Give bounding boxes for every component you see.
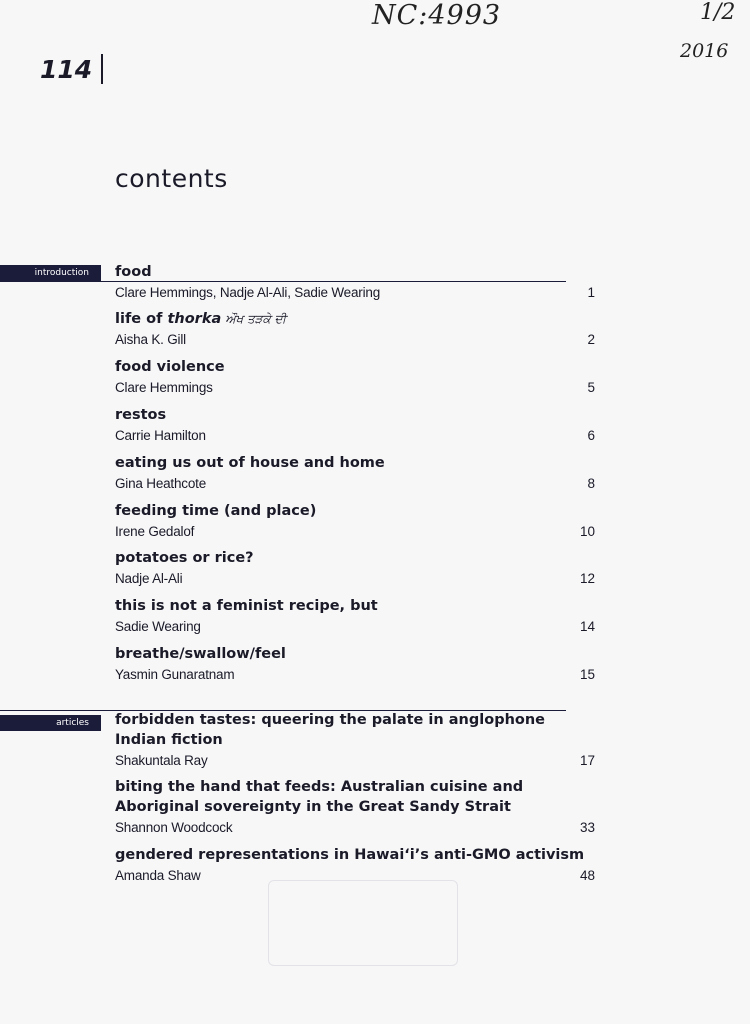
entry-author: Clare Hemmings bbox=[115, 380, 213, 395]
entry-title: forbidden tastes: queering the palate in anglophone Indian fiction bbox=[115, 712, 546, 748]
toc-entry[interactable] bbox=[115, 548, 595, 590]
entry-author: Sadie Wearing bbox=[115, 619, 201, 634]
entry-page: 6 bbox=[587, 428, 595, 443]
entry-author: Irene Gedalof bbox=[115, 524, 195, 539]
entry-author: Amanda Shaw bbox=[115, 868, 201, 883]
entry-page: 1 bbox=[587, 285, 595, 300]
toc-entry[interactable] bbox=[115, 357, 595, 399]
entry-page: 12 bbox=[579, 571, 595, 586]
entry-author: Shakuntala Ray bbox=[115, 753, 208, 768]
section-tab-articles: articles bbox=[0, 715, 101, 731]
issue-divider bbox=[101, 54, 103, 84]
entry-title: biting the hand that feeds: Australian cuisine and Aboriginal sovereignty in the Great Sandy Strait bbox=[115, 779, 524, 815]
entry-title-italic: thorka bbox=[167, 311, 222, 327]
entry-title: life of thorka ਔਖ ਤੜਕੇ ਦੀ bbox=[115, 311, 287, 327]
entry-page: 14 bbox=[579, 619, 595, 634]
entry-author: Carrie Hamilton bbox=[115, 428, 206, 443]
toc-entry[interactable] bbox=[115, 405, 595, 447]
entry-page: 17 bbox=[579, 753, 595, 768]
entry-title: breathe/swallow/feel bbox=[115, 646, 286, 662]
entry-page: 33 bbox=[579, 820, 595, 835]
entry-title: eating us out of house and home bbox=[115, 455, 385, 471]
entry-author: Shannon Woodcock bbox=[115, 820, 233, 835]
entry-title: gendered representations in Hawai‘i’s anti-GMO activism bbox=[115, 847, 585, 863]
entry-page: 48 bbox=[579, 868, 595, 883]
toc-entry[interactable] bbox=[115, 453, 595, 495]
entry-page: 8 bbox=[587, 476, 595, 491]
entry-title: food violence bbox=[115, 359, 225, 375]
show-through-fsc-logo bbox=[268, 880, 458, 966]
handwritten-year: 2016 bbox=[680, 40, 729, 62]
handwritten-fraction: 1/2 bbox=[700, 0, 736, 25]
entry-author: Gina Heathcote bbox=[115, 476, 207, 491]
handwritten-catalog-code: NC:4993 bbox=[372, 0, 502, 31]
toc-entry[interactable] bbox=[115, 710, 595, 772]
entry-title: feeding time (and place) bbox=[115, 503, 317, 519]
entry-page: 5 bbox=[587, 380, 595, 395]
toc-entry[interactable] bbox=[115, 777, 595, 839]
entry-title: food bbox=[115, 264, 152, 280]
entry-title-gurmukhi: ਔਖ ਤੜਕੇ ਦੀ bbox=[225, 312, 287, 326]
entry-author: Yasmin Gunaratnam bbox=[115, 667, 235, 682]
toc-entry[interactable] bbox=[115, 845, 595, 887]
entry-page: 10 bbox=[579, 524, 595, 539]
toc-entry[interactable] bbox=[115, 262, 595, 304]
toc-entry[interactable] bbox=[115, 501, 595, 543]
entry-title: potatoes or rice? bbox=[115, 550, 254, 566]
entry-title: this is not a feminist recipe, but bbox=[115, 598, 378, 614]
entry-page: 2 bbox=[587, 332, 595, 347]
issue-number: 114 bbox=[40, 55, 93, 84]
entry-title: restos bbox=[115, 407, 167, 423]
entry-page: 15 bbox=[579, 667, 595, 682]
toc-entry[interactable] bbox=[115, 644, 595, 686]
page-title: contents bbox=[115, 164, 228, 193]
toc-entry[interactable] bbox=[115, 309, 595, 351]
entry-author: Aisha K. Gill bbox=[115, 332, 186, 347]
entry-author: Nadje Al-Ali bbox=[115, 571, 183, 586]
entry-author: Clare Hemmings, Nadje Al-Ali, Sadie Wearing bbox=[115, 285, 381, 300]
toc-entry[interactable] bbox=[115, 596, 595, 638]
section-tab-introduction: introduction bbox=[0, 265, 101, 281]
